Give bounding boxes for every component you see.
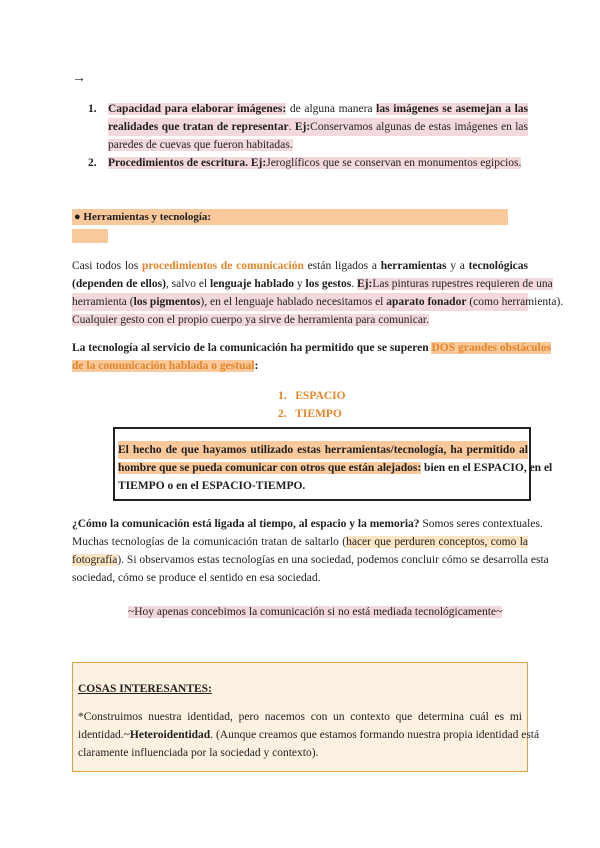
list-number: 1. bbox=[88, 103, 97, 115]
list-item-capacidad: 1. Capacidad para elaborar imágenes: de alguna manera las imágenes se asemejan a las bbox=[88, 100, 528, 118]
box-title: COSAS INTERESANTES: bbox=[78, 683, 212, 695]
quote-tecnologia: ~Hoy apenas concebimos la comunicación si no está mediada tecnológicamente~ bbox=[128, 606, 503, 618]
heading-highlight-block bbox=[72, 229, 108, 243]
paragraph-tiempo-memoria: ¿Cómo la comunicación está ligada al tiempo, al espacio y la memoria? Somos seres contextuales. bbox=[72, 518, 543, 530]
paragraph-procedimientos: Casi todos los procedimientos de comunicación están ligados a herramientas y a tecnológicas bbox=[72, 260, 528, 272]
list-number: 2. bbox=[88, 157, 97, 169]
list-item-escritura: 2. Procedimientos de escritura. Ej:Jeroglíficos que se conservan en monumentos egipcios. bbox=[88, 154, 521, 172]
arrow-glyph: → bbox=[72, 71, 86, 86]
section-heading: ● Herramientas y tecnología: bbox=[74, 211, 212, 223]
list-item-espacio: 1. ESPACIO bbox=[278, 390, 346, 402]
list-item-tiempo: 2. TIEMPO bbox=[278, 408, 342, 420]
paragraph-obstaculos: La tecnología al servicio de la comunicación ha permitido que se superen DOS grandes obstáculos bbox=[72, 342, 551, 354]
term-capacidad: Capacidad para elaborar imágenes: bbox=[108, 103, 287, 115]
